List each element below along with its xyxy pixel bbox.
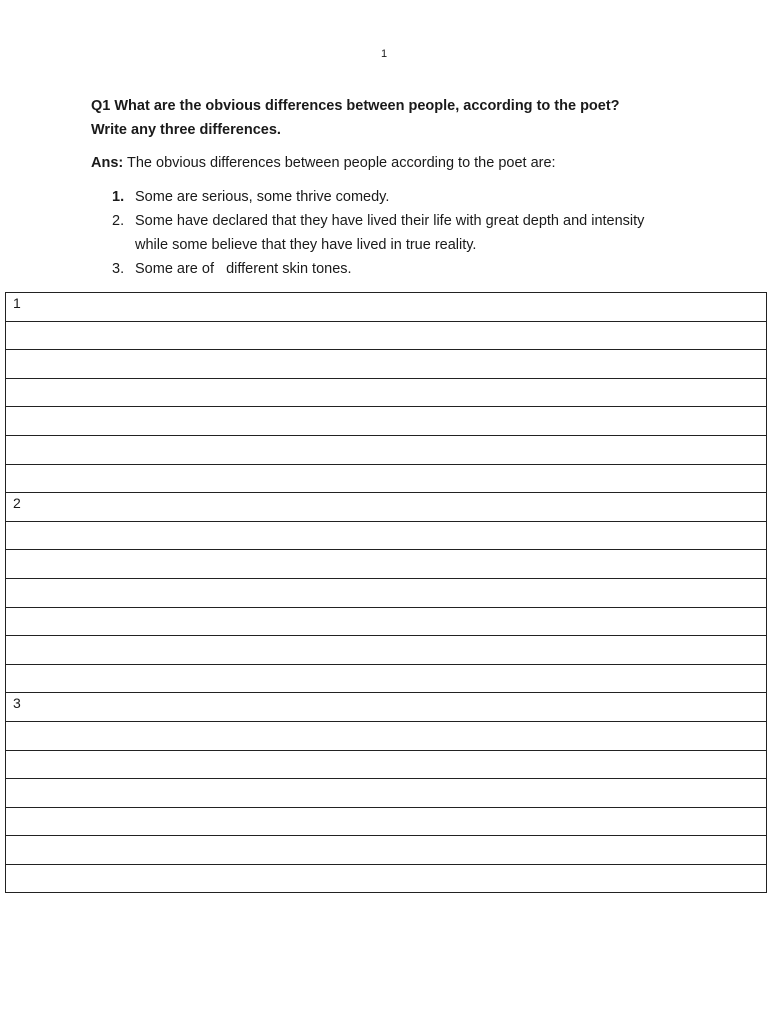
writing-line[interactable] xyxy=(6,864,767,893)
table-row xyxy=(6,350,767,379)
answer-intro xyxy=(91,151,711,175)
table-row xyxy=(6,578,767,607)
writing-line[interactable] xyxy=(6,607,767,636)
writing-line[interactable] xyxy=(6,664,767,693)
list-item-number: 1. xyxy=(112,189,125,205)
table-row xyxy=(6,435,767,464)
writing-line[interactable]: 3 xyxy=(6,693,767,722)
table-row xyxy=(6,636,767,665)
list-item xyxy=(91,209,671,257)
writing-line[interactable] xyxy=(6,636,767,665)
table-row xyxy=(6,864,767,893)
table-row xyxy=(6,493,767,522)
writing-line[interactable] xyxy=(6,750,767,779)
table-row xyxy=(6,464,767,493)
writing-line[interactable] xyxy=(6,550,767,579)
list-item-text: Some are serious, some thrive comedy. xyxy=(135,189,390,205)
table-row xyxy=(6,550,767,579)
question-heading xyxy=(91,94,691,142)
table-row xyxy=(6,664,767,693)
list-item-number: 2. xyxy=(112,213,125,229)
writing-line[interactable]: 1 xyxy=(6,293,767,322)
writing-line[interactable] xyxy=(6,721,767,750)
writing-line[interactable] xyxy=(6,350,767,379)
writing-line[interactable]: 2 xyxy=(6,493,767,522)
table-row xyxy=(6,521,767,550)
table-row xyxy=(6,836,767,865)
table-row xyxy=(6,407,767,436)
table-row xyxy=(6,293,767,322)
table-row xyxy=(6,321,767,350)
list-item-text: Some are of different skin tones. xyxy=(135,261,352,277)
list-item-text: Some have declared that they have lived their life with great depth and intensity while some believe that they have lived in true reality. xyxy=(135,213,649,253)
page-number: 1 xyxy=(380,48,388,60)
question-line-2: Write any three differences. xyxy=(91,122,281,138)
writing-line[interactable] xyxy=(6,464,767,493)
writing-line[interactable] xyxy=(6,521,767,550)
table-row xyxy=(6,807,767,836)
table-row xyxy=(6,779,767,808)
answer-writing-table xyxy=(5,292,767,893)
table-row xyxy=(6,378,767,407)
table-row xyxy=(6,693,767,722)
writing-line[interactable] xyxy=(6,578,767,607)
list-item-number: 3. xyxy=(112,261,125,277)
writing-line[interactable] xyxy=(6,321,767,350)
table-row xyxy=(6,750,767,779)
writing-line[interactable] xyxy=(6,435,767,464)
list-item xyxy=(91,185,671,209)
writing-line[interactable] xyxy=(6,378,767,407)
table-row xyxy=(6,607,767,636)
writing-line[interactable] xyxy=(6,407,767,436)
writing-line[interactable] xyxy=(6,836,767,865)
writing-line[interactable] xyxy=(6,779,767,808)
answer-intro-text: The obvious differences between people according to the poet are: xyxy=(123,155,556,171)
writing-line[interactable] xyxy=(6,807,767,836)
table-row xyxy=(6,721,767,750)
answer-label: Ans: xyxy=(91,155,124,171)
list-item xyxy=(91,257,671,281)
answer-list xyxy=(91,185,671,281)
question-line-1: Q1 What are the obvious differences between people, according to the poet? xyxy=(91,98,620,114)
